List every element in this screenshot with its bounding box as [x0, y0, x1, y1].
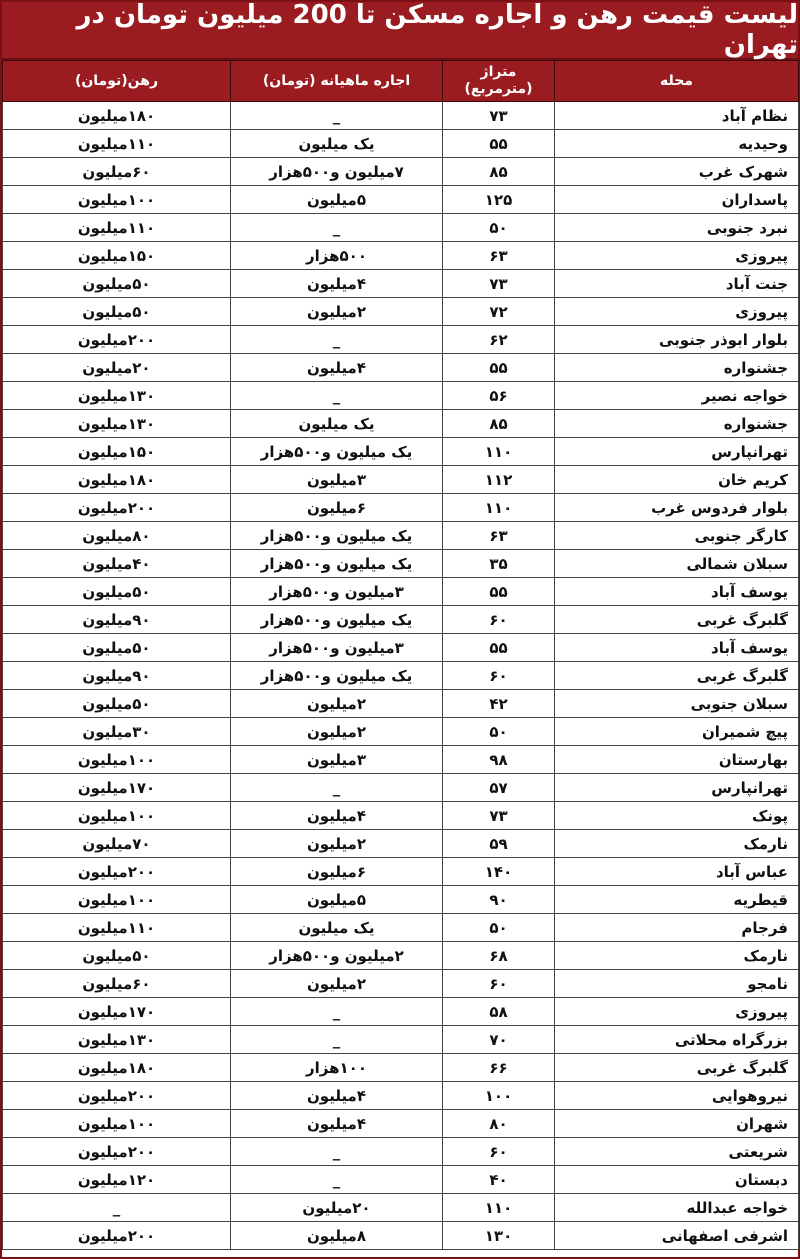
cell-neighborhood: کریم خان — [555, 466, 799, 494]
cell-rent: یک میلیون و۵۰۰هزار — [231, 522, 443, 550]
table-row — [3, 774, 799, 802]
cell-neighborhood: نظام آباد — [555, 102, 799, 130]
cell-neighborhood: نیروهوایی — [555, 1082, 799, 1110]
cell-area: ۷۲ — [443, 298, 555, 326]
cell-area: ۵۵ — [443, 130, 555, 158]
table-row — [3, 998, 799, 1026]
cell-area: ۵۵ — [443, 354, 555, 382]
cell-rent: _ — [231, 998, 443, 1026]
cell-area: ۱۱۰ — [443, 438, 555, 466]
table-row — [3, 1194, 799, 1222]
cell-area: ۶۰ — [443, 1138, 555, 1166]
cell-deposit: ۱۰۰میلیون — [3, 802, 231, 830]
cell-deposit: ۱۱۰میلیون — [3, 130, 231, 158]
cell-deposit: ۲۰۰میلیون — [3, 1138, 231, 1166]
cell-deposit: ۱۲۰میلیون — [3, 1166, 231, 1194]
cell-rent: ۲میلیون — [231, 830, 443, 858]
table-row — [3, 634, 799, 662]
cell-area: ۹۸ — [443, 746, 555, 774]
cell-rent: ۶میلیون — [231, 494, 443, 522]
cell-rent: ۳میلیون — [231, 466, 443, 494]
table-row — [3, 746, 799, 774]
cell-area: ۸۵ — [443, 158, 555, 186]
cell-deposit: ۸۰میلیون — [3, 522, 231, 550]
cell-area: ۷۳ — [443, 802, 555, 830]
cell-rent: ۵میلیون — [231, 886, 443, 914]
table-row — [3, 1054, 799, 1082]
cell-neighborhood: تهرانپارس — [555, 774, 799, 802]
table-row — [3, 942, 799, 970]
cell-neighborhood: دبستان — [555, 1166, 799, 1194]
header-rent: اجاره ماهیانه (تومان) — [231, 61, 443, 102]
table-row — [3, 214, 799, 242]
cell-rent: ۲میلیون و۵۰۰هزار — [231, 942, 443, 970]
cell-area: ۵۷ — [443, 774, 555, 802]
cell-neighborhood: پیچ شمیران — [555, 718, 799, 746]
cell-neighborhood: گلبرگ غربی — [555, 606, 799, 634]
cell-deposit: ۱۵۰میلیون — [3, 438, 231, 466]
cell-area: ۱۰۰ — [443, 1082, 555, 1110]
table-row — [3, 886, 799, 914]
cell-deposit: ۱۵۰میلیون — [3, 242, 231, 270]
cell-deposit: ۱۳۰میلیون — [3, 382, 231, 410]
table-row — [3, 242, 799, 270]
cell-rent: ۴میلیون — [231, 802, 443, 830]
cell-neighborhood: شریعتی — [555, 1138, 799, 1166]
table-row — [3, 606, 799, 634]
cell-rent: _ — [231, 382, 443, 410]
cell-rent: یک میلیون — [231, 914, 443, 942]
table-row — [3, 410, 799, 438]
cell-rent: ۱۰۰هزار — [231, 1054, 443, 1082]
table-row — [3, 466, 799, 494]
cell-rent: _ — [231, 774, 443, 802]
cell-area: ۷۳ — [443, 102, 555, 130]
cell-deposit: ۴۰میلیون — [3, 550, 231, 578]
cell-area: ۷۳ — [443, 270, 555, 298]
cell-area: ۳۵ — [443, 550, 555, 578]
cell-deposit: _ — [3, 1194, 231, 1222]
cell-neighborhood: گلبرگ غربی — [555, 1054, 799, 1082]
cell-deposit: ۵۰میلیون — [3, 270, 231, 298]
cell-area: ۵۵ — [443, 634, 555, 662]
cell-neighborhood: جنت آباد — [555, 270, 799, 298]
cell-deposit: ۱۱۰میلیون — [3, 914, 231, 942]
cell-rent: ۷میلیون و۵۰۰هزار — [231, 158, 443, 186]
cell-neighborhood: یوسف آباد — [555, 578, 799, 606]
cell-area: ۱۱۰ — [443, 494, 555, 522]
cell-rent: ۳میلیون و۵۰۰هزار — [231, 578, 443, 606]
cell-area: ۸۵ — [443, 410, 555, 438]
cell-deposit: ۵۰میلیون — [3, 942, 231, 970]
cell-deposit: ۱۰۰میلیون — [3, 886, 231, 914]
table-row — [3, 354, 799, 382]
table-row — [3, 662, 799, 690]
table-row — [3, 298, 799, 326]
cell-neighborhood: فرجام — [555, 914, 799, 942]
table-row — [3, 1138, 799, 1166]
cell-rent: یک میلیون و۵۰۰هزار — [231, 606, 443, 634]
table-row — [3, 578, 799, 606]
cell-area: ۵۹ — [443, 830, 555, 858]
cell-rent: ۴میلیون — [231, 1082, 443, 1110]
cell-deposit: ۱۱۰میلیون — [3, 214, 231, 242]
cell-neighborhood: خواجه عبدالله — [555, 1194, 799, 1222]
cell-area: ۵۰ — [443, 914, 555, 942]
cell-neighborhood: پیروزی — [555, 298, 799, 326]
cell-rent: _ — [231, 326, 443, 354]
cell-area: ۴۰ — [443, 1166, 555, 1194]
table-row — [3, 914, 799, 942]
cell-rent: ۶میلیون — [231, 858, 443, 886]
cell-area: ۸۰ — [443, 1110, 555, 1138]
cell-deposit: ۱۸۰میلیون — [3, 466, 231, 494]
cell-neighborhood: بزرگراه محلاتی — [555, 1026, 799, 1054]
cell-deposit: ۱۸۰میلیون — [3, 1054, 231, 1082]
cell-deposit: ۲۰۰میلیون — [3, 326, 231, 354]
table-row — [3, 438, 799, 466]
cell-area: ۵۰ — [443, 214, 555, 242]
cell-deposit: ۱۰۰میلیون — [3, 1110, 231, 1138]
cell-rent: ۲میلیون — [231, 690, 443, 718]
cell-rent: ۲میلیون — [231, 718, 443, 746]
cell-area: ۱۱۲ — [443, 466, 555, 494]
cell-area: ۱۴۰ — [443, 858, 555, 886]
table-row — [3, 970, 799, 998]
cell-neighborhood: عباس آباد — [555, 858, 799, 886]
cell-rent: ۵میلیون — [231, 186, 443, 214]
cell-neighborhood: پاسداران — [555, 186, 799, 214]
header-area-label: متراژ — [480, 64, 517, 80]
table-row — [3, 1026, 799, 1054]
table-row — [3, 522, 799, 550]
cell-neighborhood: نبرد جنوبی — [555, 214, 799, 242]
header-neighborhood: محله — [555, 61, 799, 102]
table-row — [3, 494, 799, 522]
cell-deposit: ۶۰میلیون — [3, 970, 231, 998]
cell-rent: _ — [231, 102, 443, 130]
cell-rent: یک میلیون — [231, 410, 443, 438]
cell-neighborhood: جشنواره — [555, 410, 799, 438]
cell-deposit: ۵۰میلیون — [3, 690, 231, 718]
cell-area: ۶۳ — [443, 242, 555, 270]
cell-area: ۶۰ — [443, 970, 555, 998]
cell-neighborhood: بلوار فردوس غرب — [555, 494, 799, 522]
cell-rent: یک میلیون — [231, 130, 443, 158]
cell-area: ۴۲ — [443, 690, 555, 718]
table-row — [3, 718, 799, 746]
cell-rent: ۴میلیون — [231, 270, 443, 298]
cell-rent: ۳میلیون — [231, 746, 443, 774]
cell-rent: ۳میلیون و۵۰۰هزار — [231, 634, 443, 662]
cell-rent: _ — [231, 1166, 443, 1194]
cell-rent: ۵۰۰هزار — [231, 242, 443, 270]
cell-deposit: ۱۰۰میلیون — [3, 746, 231, 774]
cell-deposit: ۶۰میلیون — [3, 158, 231, 186]
cell-neighborhood: گلبرگ غربی — [555, 662, 799, 690]
cell-area: ۵۸ — [443, 998, 555, 1026]
table-row — [3, 158, 799, 186]
cell-rent: _ — [231, 1138, 443, 1166]
table-row — [3, 130, 799, 158]
cell-deposit: ۵۰میلیون — [3, 578, 231, 606]
cell-rent: یک میلیون و۵۰۰هزار — [231, 550, 443, 578]
table-row — [3, 690, 799, 718]
table-row — [3, 382, 799, 410]
cell-deposit: ۷۰میلیون — [3, 830, 231, 858]
cell-deposit: ۱۳۰میلیون — [3, 1026, 231, 1054]
cell-neighborhood: شهران — [555, 1110, 799, 1138]
cell-neighborhood: بلوار ابوذر جنوبی — [555, 326, 799, 354]
header-area — [443, 61, 555, 102]
cell-deposit: ۱۷۰میلیون — [3, 998, 231, 1026]
cell-area: ۵۰ — [443, 718, 555, 746]
cell-deposit: ۱۷۰میلیون — [3, 774, 231, 802]
cell-rent: _ — [231, 1026, 443, 1054]
table-header-row — [3, 61, 799, 102]
cell-deposit: ۱۳۰میلیون — [3, 410, 231, 438]
cell-neighborhood: کارگر جنوبی — [555, 522, 799, 550]
table-row — [3, 858, 799, 886]
cell-rent: یک میلیون و۵۰۰هزار — [231, 662, 443, 690]
cell-rent: ۲میلیون — [231, 970, 443, 998]
cell-neighborhood: اشرفی اصفهانی — [555, 1222, 799, 1250]
cell-neighborhood: سبلان جنوبی — [555, 690, 799, 718]
cell-neighborhood: خواجه نصیر — [555, 382, 799, 410]
table-row — [3, 270, 799, 298]
cell-neighborhood: شهرک غرب — [555, 158, 799, 186]
cell-neighborhood: پیروزی — [555, 998, 799, 1026]
cell-area: ۵۵ — [443, 578, 555, 606]
cell-deposit: ۱۰۰میلیون — [3, 186, 231, 214]
table-body — [3, 102, 799, 1250]
cell-area: ۱۳۰ — [443, 1222, 555, 1250]
cell-neighborhood: بهارستان — [555, 746, 799, 774]
cell-neighborhood: پیروزی — [555, 242, 799, 270]
cell-neighborhood: جشنواره — [555, 354, 799, 382]
cell-deposit: ۱۸۰میلیون — [3, 102, 231, 130]
table-row — [3, 186, 799, 214]
cell-deposit: ۹۰میلیون — [3, 662, 231, 690]
table-row — [3, 830, 799, 858]
table-row — [3, 1222, 799, 1250]
cell-neighborhood: نارمک — [555, 830, 799, 858]
cell-neighborhood: قیطریه — [555, 886, 799, 914]
cell-rent: ۲میلیون — [231, 298, 443, 326]
cell-deposit: ۵۰میلیون — [3, 634, 231, 662]
table-row — [3, 550, 799, 578]
table-row — [3, 1082, 799, 1110]
cell-rent: ۸میلیون — [231, 1222, 443, 1250]
cell-rent: ۴میلیون — [231, 354, 443, 382]
cell-neighborhood: سبلان شمالی — [555, 550, 799, 578]
cell-area: ۶۶ — [443, 1054, 555, 1082]
cell-area: ۵۶ — [443, 382, 555, 410]
cell-neighborhood: یوسف آباد — [555, 634, 799, 662]
price-table — [2, 60, 799, 1250]
cell-neighborhood: پونک — [555, 802, 799, 830]
cell-neighborhood: تهرانپارس — [555, 438, 799, 466]
cell-rent: ۴میلیون — [231, 1110, 443, 1138]
cell-area: ۶۲ — [443, 326, 555, 354]
header-area-unit: (متر‌مربع) — [464, 81, 533, 97]
header-deposit: رهن(تومان) — [3, 61, 231, 102]
cell-deposit: ۲۰۰میلیون — [3, 1082, 231, 1110]
cell-area: ۶۰ — [443, 662, 555, 690]
cell-area: ۶۰ — [443, 606, 555, 634]
cell-deposit: ۲۰۰میلیون — [3, 494, 231, 522]
cell-area: ۷۰ — [443, 1026, 555, 1054]
cell-neighborhood: نامجو — [555, 970, 799, 998]
cell-deposit: ۹۰میلیون — [3, 606, 231, 634]
table-row — [3, 102, 799, 130]
cell-rent: _ — [231, 214, 443, 242]
cell-deposit: ۲۰میلیون — [3, 354, 231, 382]
cell-area: ۶۸ — [443, 942, 555, 970]
cell-area: ۶۳ — [443, 522, 555, 550]
cell-deposit: ۵۰میلیون — [3, 298, 231, 326]
table-row — [3, 1110, 799, 1138]
table-row — [3, 1166, 799, 1194]
cell-deposit: ۳۰میلیون — [3, 718, 231, 746]
cell-area: ۹۰ — [443, 886, 555, 914]
cell-area: ۱۱۰ — [443, 1194, 555, 1222]
cell-deposit: ۲۰۰میلیون — [3, 858, 231, 886]
table-row — [3, 326, 799, 354]
page-title: لیست قیمت رهن و اجاره مسکن تا 200 میلیون تومان در تهران — [2, 2, 798, 60]
table-row — [3, 802, 799, 830]
cell-neighborhood: نارمک — [555, 942, 799, 970]
cell-neighborhood: وحیدیه — [555, 130, 799, 158]
cell-deposit: ۲۰۰میلیون — [3, 1222, 231, 1250]
cell-rent: یک میلیون و۵۰۰هزار — [231, 438, 443, 466]
cell-area: ۱۲۵ — [443, 186, 555, 214]
cell-rent: ۲۰میلیون — [231, 1194, 443, 1222]
